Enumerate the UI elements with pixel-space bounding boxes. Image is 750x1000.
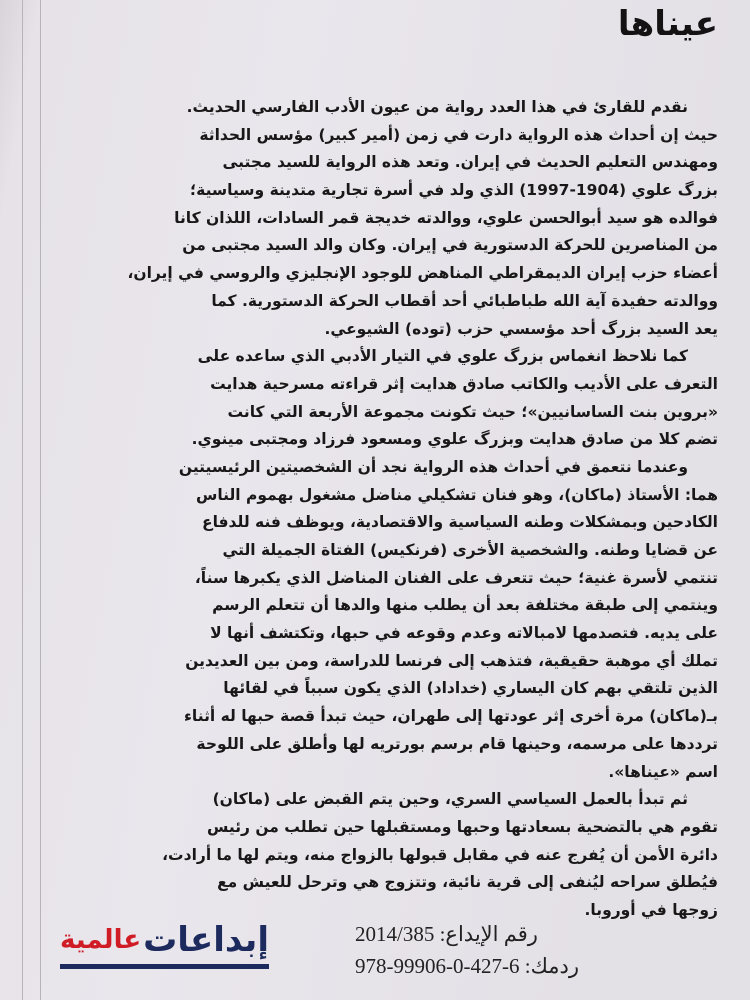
text-line: كما نلاحظ انغماس بزرگ علوي في التيار الأدبي الذي ساعده على [197,347,688,366]
text-line: ترددها على مرسمه، وحينها قام برسم بورتريه لها وأطلق على اللوحة [196,734,718,753]
text-line: يعد السيد بزرگ أحد مؤسسي حزب (توده) الشيوعي. [324,319,718,338]
text-line: أعضاء حزب إيران الديمقراطي المناهض للوجود الإنجليزي والروسي في إيران، [127,264,718,283]
publisher-logo [60,902,269,969]
text-line: نقدم للقارئ في هذا العدد رواية من عيون الأدب الفارسي الحديث. [186,98,688,116]
text-line: زوجها في أوروبا. [584,900,718,919]
cover-edge-line [22,0,23,1000]
text-line: وينتمي إلى طبقة مختلفة بعد أن يطلب منها والدها أن تتعلم الرسم [212,596,718,615]
text-line: دائرة الأمن أن يُفرج عنه في مقابل قبولها بالزواج منه، ويتم لها ما أرادت، [162,845,718,864]
logo-word-alamiya: عالمية [60,925,142,955]
text-line: فوالده هو سيد أبوالحسن علوي، ووالدته خديجة قمر السادات، اللذان كانا [174,208,718,227]
text-line: تنتمي لأسرة غنية؛ حيث تتعرف على الفنان المناضل الذي يكبرها سناً، [194,568,718,587]
text-line: حيث إن أحداث هذه الرواية دارت في زمن (أمير كبير) مؤسس الحداثة [199,125,718,144]
text-line: على يديه. فتصدمها لامبالاته وعدم وقوعه في حبها، وتكتشف أنها لا [210,624,718,643]
text-line: ومهندس التعليم الحديث في إيران. وتعد هذه الرواية للسيد مجتبى [222,153,718,172]
text-line: بزرگ علوي (1904-1997) الذي ولد في أسرة تجارية متدينة وسياسية؛ [189,181,718,200]
text-line: الكادحين وبمشكلات وطنه السياسية والاقتصادية، ويوظف فنه للدفاع [202,513,718,532]
text-line: ثم تبدأ بالعمل السياسي السري، وحين يتم القبض على (ماكان) [212,790,688,809]
text-line: فيُطلق سراحه ليُنفى إلى قرية نائية، وتتزوج هي وترحل للعيش مع [217,873,718,892]
text-line: «بروين بنت الساسانيين»؛ حيث تكونت مجموعة الأربعة التي كانت [227,402,718,421]
spine-fold-line [40,0,41,1000]
text-line: تملك أي موهبة حقيقية، فتذهب إلى فرنسا للدراسة، ومن بين العديدين [185,651,718,670]
text-line: التعرف على الأديب والكاتب صادق هدايت إثر قراءته مسرحية هدايت [210,374,718,393]
text-line: تضم كلا من صادق هدايت وبزرگ علوي ومسعود فرزاد ومجتبى مينوي. [191,430,718,449]
text-line: بـ(ماكان) مرة أخرى إثر عودتها إلى طهران، حيث تبدأ قصة حبها له أثناء [184,707,718,726]
deposit-number: رقم الإيداع: 2014/385 [355,922,538,946]
text-line: اسم «عيناها». [608,762,718,781]
synopsis-text [127,94,718,925]
text-line: هما: الأستاذ (ماكان)، وهو فنان تشكيلي مناضل مشغول بهموم الناس [195,485,718,504]
book-title: عيناها [617,4,718,44]
publication-info [355,918,579,982]
text-line: تقوم هي بالتضحية بسعادتها وحبها ومستقبلها حين تطلب من رئيس [206,817,718,836]
text-line: من المناصرين للحركة الدستورية في إيران. وكان والد السيد مجتبى من [182,236,718,255]
text-line: ووالدته حفيدة آية الله طباطبائي أحد أقطاب الحركة الدستورية. كما [211,291,718,310]
text-line: الذين تلتقي بهم كان اليساري (خداداد) الذي يكون سبباً في لقائها [223,679,718,698]
logo-word-ibdaat: إبداعات [143,920,269,960]
isbn: ردمك: 6-427-0-99906-978 [355,954,580,978]
text-line: عن قضايا وطنه. والشخصية الأخرى (فرنكيس) الفتاة الجميلة التي [222,541,718,559]
text-line: وعندما نتعمق في أحداث هذه الرواية نجد أن الشخصيتين الرئيسيتين [178,457,688,476]
